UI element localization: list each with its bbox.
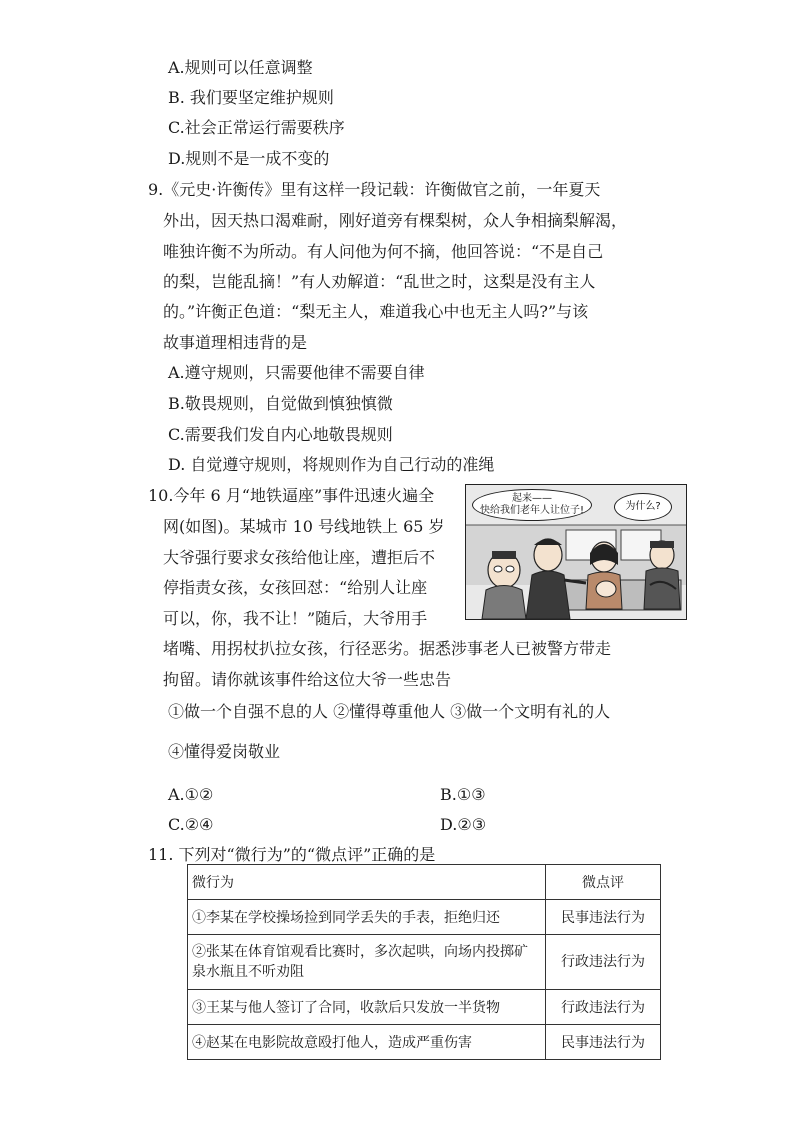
- q10-option-c: C.②④: [168, 815, 214, 834]
- table-row: [188, 990, 661, 1025]
- row-comment: 行政违法行为: [546, 935, 661, 990]
- q9-stem-line: 故事道理相违背的是: [163, 333, 308, 352]
- q8-option-d: D.规则不是一成不变的: [168, 149, 330, 168]
- q9-stem-line: 外出，因天热口渴难耐，刚好道旁有棵梨树，众人争相摘梨解渴，: [163, 211, 628, 230]
- row-comment: 民事违法行为: [546, 1025, 661, 1060]
- subway-cartoon: [465, 484, 687, 620]
- row-behavior: ③王某与他人签订了合同，收款后只发放一半货物: [188, 990, 546, 1025]
- q10-option-b: B.①③: [440, 785, 486, 804]
- q10-option-a: A.①②: [168, 785, 214, 804]
- q10-stem-line: 拘留。请你就该事件给这位大爷一些忠告: [163, 670, 452, 689]
- speech-bubble-right: 为什么?: [614, 493, 672, 521]
- q9-option-b: B.敬畏规则，自觉做到慎独慎微: [168, 394, 393, 413]
- q9-option-c: C.需要我们发自内心地敬畏规则: [168, 425, 393, 444]
- q10-stem-line: 大爷强行要求女孩给他让座，遭拒后不: [163, 548, 436, 567]
- q8-option-c: C.社会正常运行需要秩序: [168, 118, 345, 137]
- q9-option-d: D. 自觉遵守规则，将规则作为自己行动的准绳: [168, 455, 495, 474]
- q11-stem: 11. 下列对“微行为”的“微点评”正确的是: [148, 845, 436, 864]
- bubble-left-line2: 快给我们老年人让位子!: [479, 505, 584, 516]
- row-behavior: ①李某在学校操场捡到同学丢失的手表，拒绝归还: [188, 900, 546, 935]
- q10-statements: ④懂得爱岗敬业: [168, 742, 281, 761]
- table-row: [188, 900, 661, 935]
- row-comment: 民事违法行为: [546, 900, 661, 935]
- header-comment: 微点评: [546, 865, 661, 900]
- table-row: [188, 935, 661, 990]
- q8-option-a: A.规则可以任意调整: [168, 58, 313, 77]
- q10-stem-line: 堵嘴、用拐杖扒拉女孩，行径恶劣。据悉涉事老人已被警方带走: [163, 639, 612, 658]
- row-behavior: ②张某在体育馆观看比赛时，多次起哄，向场内投掷矿泉水瓶且不听劝阻: [188, 935, 546, 990]
- speech-bubble-left: [472, 489, 592, 521]
- q9-option-a: A.遵守规则，只需要他律不需要自律: [168, 363, 425, 382]
- q9-stem-line: 的。”许衡正色道：“梨无主人，难道我心中也无主人吗?”与该: [163, 302, 589, 321]
- q10-stem-line: 停指责女孩，女孩回怼：“给别人让座: [163, 578, 428, 597]
- table-header-row: [188, 865, 661, 900]
- q10-stem-line: 网(如图)。某城市 10 号线地铁上 65 岁: [163, 517, 445, 536]
- bubble-left-line1: 起来——: [512, 493, 552, 504]
- q10-statements: ①做一个自强不息的人 ②懂得尊重他人 ③做一个文明有礼的人: [168, 702, 611, 721]
- q10-option-d: D.②③: [440, 815, 487, 834]
- q10-stem-line: 可以，你，我不让！”随后，大爷用手: [163, 609, 428, 628]
- table-row: [188, 1025, 661, 1060]
- q8-option-b: B. 我们要坚定维护规则: [168, 88, 334, 107]
- header-behavior: 微行为: [188, 865, 546, 900]
- row-behavior: ④赵某在电影院故意殴打他人，造成严重伤害: [188, 1025, 546, 1060]
- q10-stem-line: 10.今年 6 月“地铁逼座”事件迅速火遍全: [148, 486, 435, 505]
- row-comment: 行政违法行为: [546, 990, 661, 1025]
- q9-stem-line: 唯独许衡不为所动。有人问他为何不摘，他回答说：“不是自己: [163, 242, 604, 261]
- q9-stem-line: 的梨，岂能乱摘！”有人劝解道：“乱世之时，这梨是没有主人: [163, 272, 596, 291]
- q11-table: [187, 864, 661, 1060]
- q9-stem-line: 9.《元史·许衡传》里有这样一段记载：许衡做官之前，一年夏天: [148, 180, 601, 199]
